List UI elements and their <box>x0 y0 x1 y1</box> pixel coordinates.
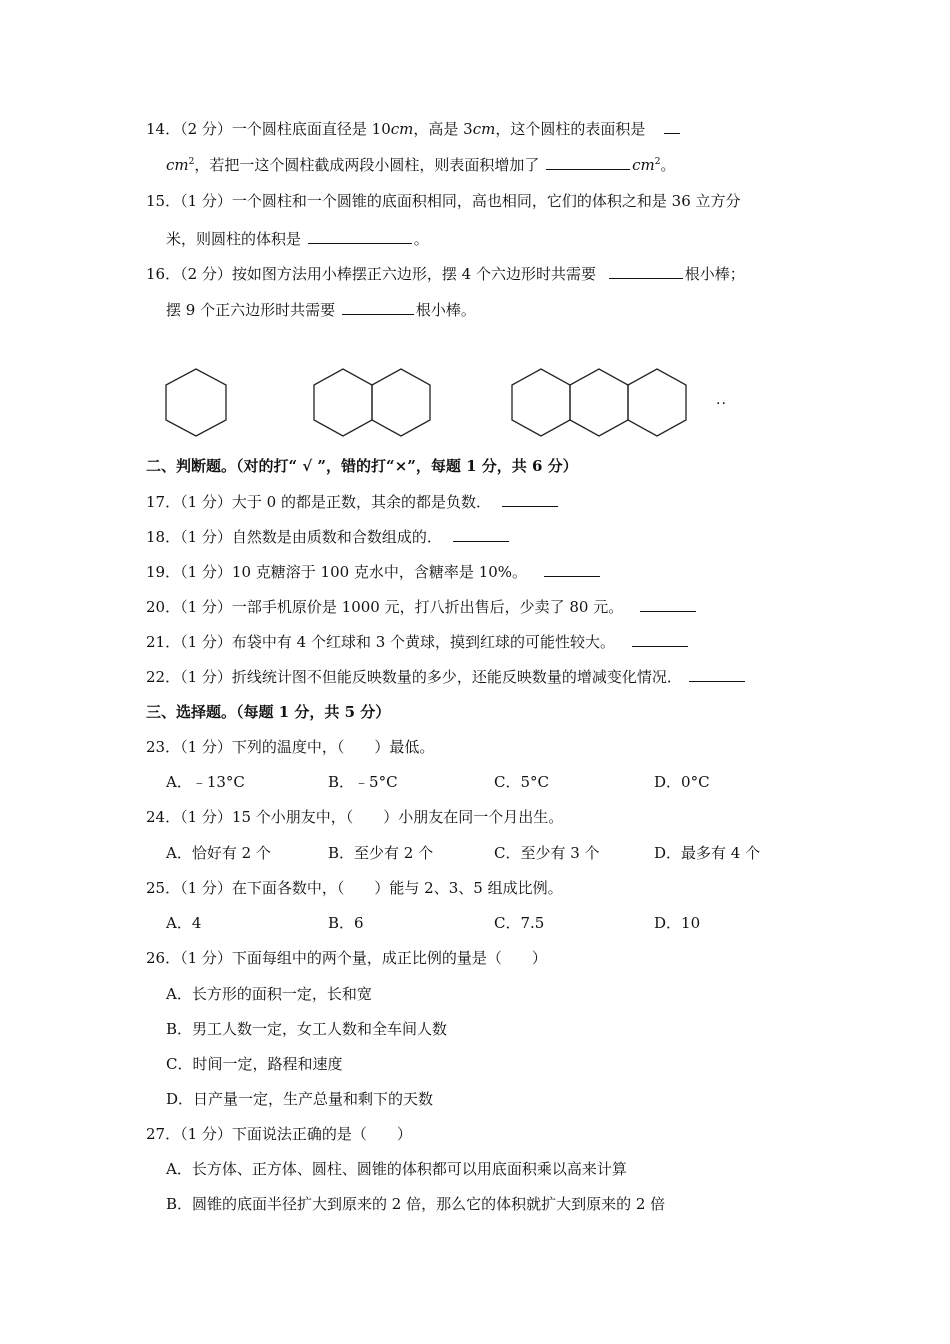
option-a[interactable]: A．长方形的面积一定，长和宽 <box>166 985 372 1003</box>
answer-blank[interactable] <box>342 300 414 315</box>
q27-stem: 27．（1 分）下面说法正确的是（ ） <box>146 1125 412 1143</box>
q15-line1: 15．（1 分）一个圆柱和一个圆锥的底面积相同，高也相同，它们的体积之和是 36 立方分 <box>146 192 741 210</box>
q14-text-b: ，高是 3 <box>413 120 473 138</box>
hexagon-2b <box>372 369 430 436</box>
punct: 。 <box>413 230 429 248</box>
option-a[interactable]: A．4 <box>166 914 202 932</box>
ellipsis: .. <box>716 392 727 408</box>
answer-blank[interactable] <box>632 632 688 647</box>
answer-blank[interactable] <box>664 119 680 134</box>
judge-item <box>146 526 511 548</box>
judge-text: 22．（1 分）折线统计图不但能反映数量的多少，还能反映数量的增减变化情况． <box>146 668 682 686</box>
answer-blank[interactable] <box>640 597 696 612</box>
answer-blank[interactable] <box>453 527 509 542</box>
q14-line1 <box>146 118 682 140</box>
option-d[interactable]: D．日产量一定，生产总量和剩下的天数 <box>166 1090 434 1108</box>
option-c[interactable]: C．时间一定，路程和速度 <box>166 1055 343 1073</box>
option-b[interactable]: B．﹣5°C <box>328 773 398 791</box>
q15-line2 <box>166 228 429 250</box>
option-d[interactable]: D．最多有 4 个 <box>654 844 761 862</box>
q25-stem: 25．（1 分）在下面各数中，（ ）能与 2、3、5 组成比例。 <box>146 879 563 897</box>
hexagon-1 <box>166 369 226 436</box>
option-b[interactable]: B．圆锥的底面半径扩大到原来的 2 倍，那么它的体积就扩大到原来的 2 倍 <box>166 1195 666 1213</box>
option-b[interactable]: B．男工人数一定，女工人数和全车间人数 <box>166 1020 448 1038</box>
option-c[interactable]: C．至少有 3 个 <box>494 844 600 862</box>
option-d[interactable]: D．10 <box>654 914 701 932</box>
judge-text: 18．（1 分）自然数是由质数和合数组成的． <box>146 528 442 546</box>
q23-stem: 23．（1 分）下列的温度中，（ ）最低。 <box>146 738 435 756</box>
q16-text: 16．（2 分）按如图方法用小棒摆正六边形，摆 4 个六边形时共需要 <box>146 265 596 283</box>
option-d[interactable]: D．0°C <box>654 773 710 791</box>
unit-cm: cm <box>632 156 655 174</box>
option-b[interactable]: B．6 <box>328 914 364 932</box>
q16-text-end: 根小棒； <box>684 265 745 283</box>
judge-text: 19．（1 分）10 克糖溶于 100 克水中，含糖率是 10%。 <box>146 563 528 581</box>
q14-text-d: ，若把一这个圆柱截成两段小圆柱，则表面积增加了 <box>194 156 540 174</box>
q16-text-end: 根小棒。 <box>415 301 476 319</box>
judge-item <box>146 596 698 618</box>
punct: 。 <box>660 156 676 174</box>
q15-text: 米，则圆柱的体积是 <box>166 230 302 248</box>
q14-text-a: 14．（2 分）一个圆柱底面直径是 10 <box>146 120 391 138</box>
option-b[interactable]: B．至少有 2 个 <box>328 844 434 862</box>
hexagon-figure <box>0 360 950 460</box>
judge-text: 17．（1 分）大于 0 的都是正数，其余的都是负数． <box>146 493 491 511</box>
unit-cm: cm <box>390 120 414 138</box>
unit-cm: cm <box>166 156 189 174</box>
judge-item <box>146 561 602 583</box>
answer-blank[interactable] <box>502 492 558 507</box>
hexagon-3a <box>512 369 570 436</box>
superscript: 2 <box>188 157 195 167</box>
judge-text: 20．（1 分）一部手机原价是 1000 元，打八折出售后，少卖了 80 元。 <box>146 598 624 616</box>
judge-item <box>146 631 690 653</box>
q16-text: 摆 9 个正六边形时共需要 <box>166 301 336 319</box>
judge-item <box>146 666 747 688</box>
section-heading-judge: 二、判断题。（对的打“ √ ”，错的打“×”，每题 1 分，共 6 分） <box>146 457 578 475</box>
option-a[interactable]: A．长方体、正方体、圆柱、圆锥的体积都可以用底面积乘以高来计算 <box>166 1160 627 1178</box>
section-heading-choice: 三、选择题。（每题 1 分，共 5 分） <box>146 703 391 721</box>
q16-line1 <box>146 263 745 285</box>
option-c[interactable]: C．7.5 <box>494 914 545 932</box>
hexagon-2a <box>314 369 372 436</box>
q14-line2 <box>166 154 676 176</box>
answer-blank[interactable] <box>544 562 600 577</box>
answer-blank[interactable] <box>308 229 412 244</box>
hexagon-3c <box>628 369 686 436</box>
judge-item <box>146 491 560 513</box>
unit-cm: cm <box>472 120 496 138</box>
option-a[interactable]: A．恰好有 2 个 <box>166 844 271 862</box>
judge-text: 21．（1 分）布袋中有 4 个红球和 3 个黄球，摸到红球的可能性较大。 <box>146 633 616 651</box>
option-c[interactable]: C．5°C <box>494 773 549 791</box>
answer-blank[interactable] <box>546 155 630 170</box>
answer-blank[interactable] <box>689 667 745 682</box>
superscript: 2 <box>654 157 661 167</box>
q16-line2 <box>166 299 476 321</box>
answer-blank[interactable] <box>609 264 683 279</box>
hexagon-3b <box>570 369 628 436</box>
q24-stem: 24．（1 分）15 个小朋友中，（ ）小朋友在同一个月出生。 <box>146 808 564 826</box>
option-a[interactable]: A．﹣13°C <box>166 773 245 791</box>
q14-text-c: ，这个圆柱的表面积是 <box>495 120 646 138</box>
q26-stem: 26．（1 分）下面每组中的两个量，成正比例的量是（ ） <box>146 949 547 967</box>
